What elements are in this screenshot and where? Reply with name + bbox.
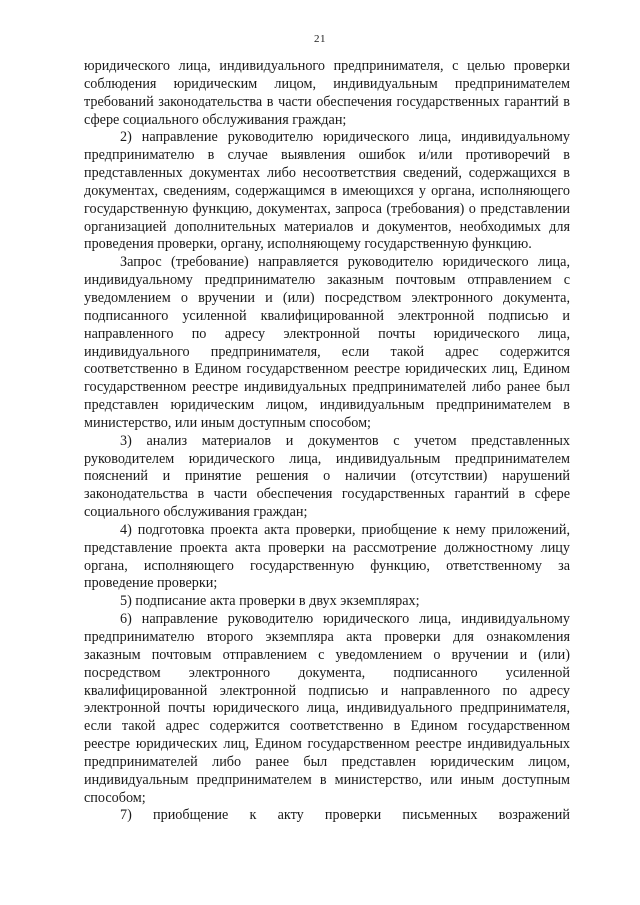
document-body	[84, 58, 570, 825]
paragraph-item-4: 4) подготовка проекта акта проверки, приобщение к нему приложений, представление проекта акта проверки на рассмотрение должностному лицу органа, исполняющего государственную функцию, ответственному за проведение проверки;	[84, 521, 570, 592]
page-number: 21	[314, 33, 326, 45]
paragraph-item-2: 2) направление руководителю юридического лица, индивидуальному предпринимателю в случае выявления ошибок и/или противоречий в представленных документах либо несоответствия сведений, содержащихся в документах, сведениям, содержащимся в имеющихся у органа, исполняющего государственную функцию, документах, запроса (требования) о представлении организацией дополнительных материалов и документов, необходимых для проведения проверки, органу, исполняющему государственную функцию.	[84, 129, 570, 253]
paragraph-item-6: 6) направление руководителю юридического лица, индивидуальному предпринимателю второго экземпляра акта проверки для ознакомления заказным почтовым отправлением с уведомлением о вручении и (или) посредством электронного документа, подписанного усиленной квалифицированной электронной подписью и направленного по адресу электронной почты юридического лица, индивидуального предпринимателя, если такой адрес содержится соответственно в Едином государственном реестре юридических лиц, Едином государственном реестре индивидуальных предпринимателей либо ранее был представлен юридическим лицом, индивидуальным предпринимателем в министерство, или иным доступным способом;	[84, 611, 570, 806]
paragraph-item-3: 3) анализ материалов и документов с учетом представленных руководителем юридического лица, индивидуальным предпринимателем пояснений и принятие решения о наличии (отсутствии) нарушений законодательства в части обеспечения государственных гарантий в сфере социального обслуживания граждан;	[84, 432, 570, 521]
paragraph-item-7: 7) приобщение к акту проверки письменных возражений	[120, 807, 570, 824]
paragraph-continuation: юридического лица, индивидуального предпринимателя, с целью проверки соблюдения юридическим лицом, индивидуальным предпринимателем требований законодательства в части обеспечения государственных гарантий в сфере социального обслуживания граждан;	[84, 58, 570, 128]
paragraph-item-5: 5) подписание акта проверки в двух экземплярах;	[120, 593, 420, 610]
paragraph-request: Запрос (требование) направляется руководителю юридического лица, индивидуальному предпринимателю заказным почтовым отправлением с уведомлением о вручении и (или) посредством электронного документа, подписанного усиленной квалифицированной электронной подписью и направленного по адресу электронной почты юридического лица, индивидуального предпринимателя, если такой адрес содержится соответственно в Едином государственном реестре юридических лиц, Едином государственном реестре индивидуальных предпринимателей либо ранее был представлен юридическим лицом, индивидуальным предпринимателем в министерство, или иным доступным способом;	[84, 254, 570, 431]
